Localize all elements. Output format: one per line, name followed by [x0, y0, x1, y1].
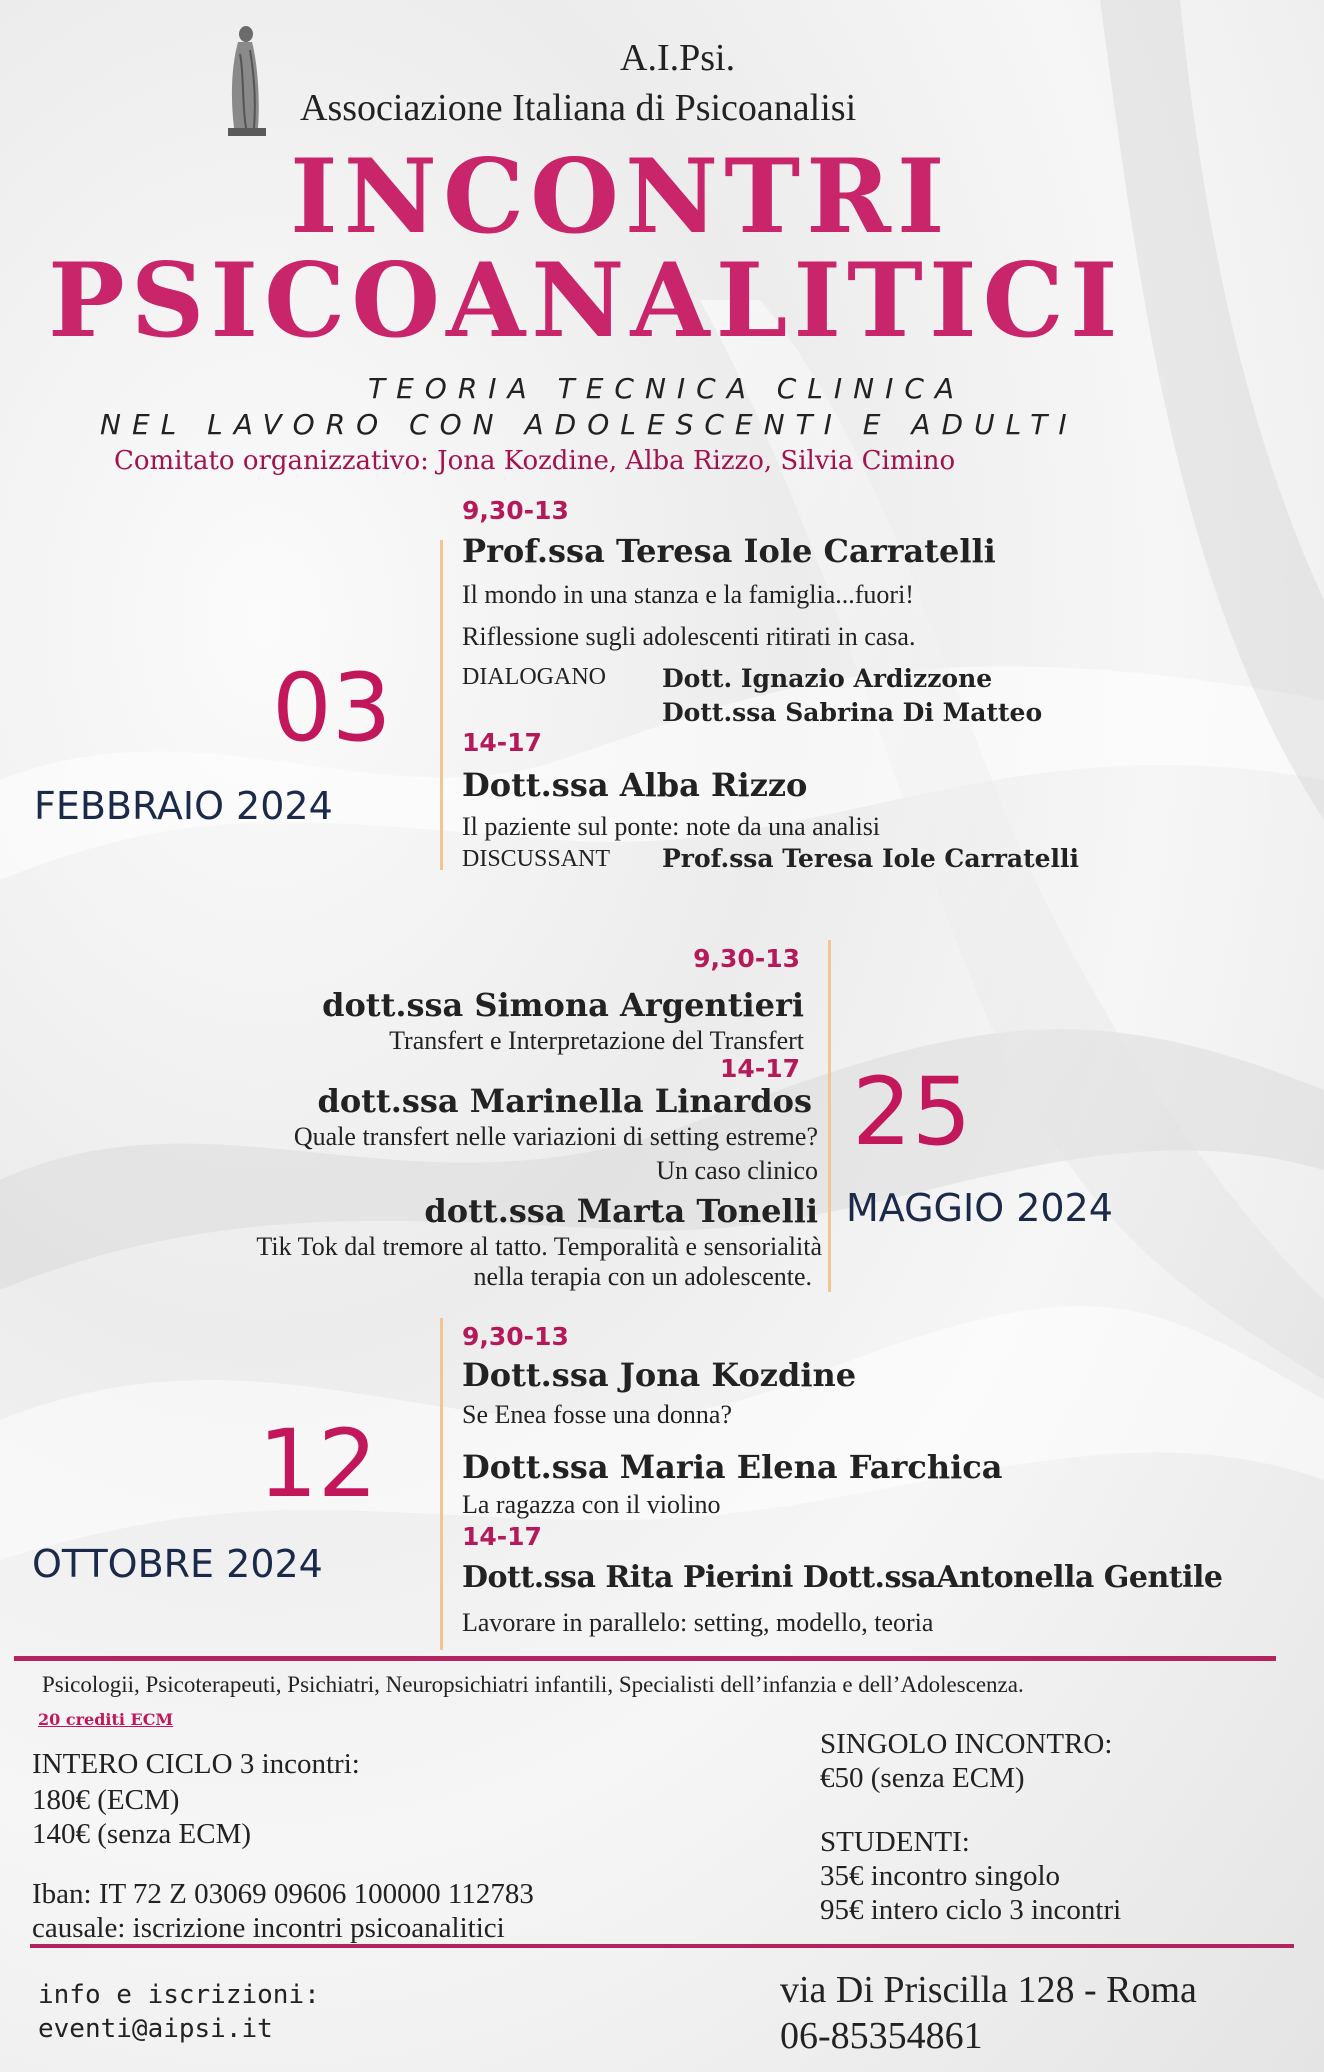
association-abbr: A.I.Psi.: [620, 37, 736, 79]
info-label: info e iscrizioni:: [38, 1980, 320, 2010]
full-cycle-ecm: 180€ (ECM): [32, 1784, 180, 1816]
oct-day: 12: [258, 1410, 378, 1519]
feb-s1-role: DIALOGANO: [462, 664, 606, 690]
oct-s3-time: 14-17: [462, 1522, 542, 1551]
oct-s3-speaker: Dott.ssa Rita Pierini Dott.ssaAntonella Gentile: [462, 1560, 1223, 1595]
feb-s2-time: 14-17: [462, 728, 542, 757]
committee: Comitato organizzativo: Jona Kozdine, Alba Rizzo, Silvia Cimino: [114, 446, 956, 476]
full-cycle-title: INTERO CICLO 3 incontri:: [32, 1748, 360, 1780]
feb-s1-time: 9,30-13: [462, 496, 569, 525]
may-s2-time: 14-17: [720, 1054, 800, 1083]
feb-s2-talk: Il paziente sul ponte: note da una analisi: [462, 812, 881, 841]
feb-s1-talk-line2: Riflessione sugli adolescenti ritirati in casa.: [462, 622, 916, 651]
students-title: STUDENTI:: [820, 1826, 970, 1858]
may-s1-time: 9,30-13: [693, 944, 800, 973]
single-price: €50 (senza ECM): [820, 1762, 1025, 1794]
title-line2: PSICOANALITICI: [48, 241, 1124, 361]
may-s2-talk-line2: Un caso clinico: [656, 1156, 818, 1185]
feb-day: 03: [272, 654, 392, 763]
may-s2-talk-line1: Quale transfert nelle variazioni di setting estreme?: [293, 1122, 818, 1151]
feb-s1-speaker: Prof.ssa Teresa Iole Carratelli: [462, 532, 996, 570]
students-single: 35€ incontro singolo: [820, 1860, 1061, 1892]
subtitle-line1: TEORIA TECNICA CLINICA: [368, 372, 966, 405]
oct-month: OTTOBRE 2024: [32, 1542, 323, 1586]
may-s3-talk-line1: Tik Tok dal tremore al tatto. Temporalità e sensorialità: [256, 1232, 822, 1261]
may-s1-talk: Transfert e Interpretazione del Transfert: [389, 1026, 804, 1055]
oct-s1-speaker: Dott.ssa Jona Kozdine: [462, 1356, 857, 1394]
feb-month: FEBBRAIO 2024: [34, 784, 333, 828]
iban: Iban: IT 72 Z 03069 09606 100000 112783: [32, 1878, 534, 1910]
phone[interactable]: 06-85354861: [780, 2015, 983, 2057]
oct-separator: [440, 1318, 443, 1650]
feb-s2-role: DISCUSSANT: [462, 846, 611, 872]
may-s2-speaker: dott.ssa Marinella Linardos: [317, 1082, 812, 1120]
feb-s2-role-name: Prof.ssa Teresa Iole Carratelli: [662, 844, 1080, 873]
info-email[interactable]: eventi@aipsi.it: [38, 2014, 273, 2044]
address: via Di Priscilla 128 - Roma: [780, 1969, 1197, 2011]
statue-logo-icon: [218, 24, 276, 140]
may-month: MAGGIO 2024: [846, 1186, 1113, 1230]
feb-s2-speaker: Dott.ssa Alba Rizzo: [462, 766, 808, 804]
feb-separator: [440, 540, 443, 870]
ecm-credits[interactable]: 20 crediti ECM: [38, 1710, 174, 1729]
causale: causale: iscrizione incontri psicoanalitici: [32, 1912, 505, 1944]
may-day: 25: [852, 1058, 972, 1167]
may-s3-talk-line2: nella terapia con un adolescente.: [473, 1262, 812, 1291]
feb-s1-talk-line1: Il mondo in una stanza e la famiglia...fuori!: [462, 580, 914, 609]
subtitle-line2: NEL LAVORO CON ADOLESCENTI E ADULTI: [100, 408, 1078, 441]
full-cycle-no-ecm: 140€ (senza ECM): [32, 1818, 252, 1850]
divider-top: [14, 1656, 1276, 1661]
oct-s3-talk: Lavorare in parallelo: setting, modello, teoria: [462, 1608, 934, 1637]
title-line1: INCONTRI: [290, 137, 951, 257]
feb-s1-role-name2: Dott.ssa Sabrina Di Matteo: [662, 698, 1043, 727]
divider-bottom: [30, 1944, 1294, 1948]
may-s1-speaker: dott.ssa Simona Argentieri: [322, 986, 804, 1024]
feb-s1-role-name1: Dott. Ignazio Ardizzone: [662, 664, 993, 693]
oct-s1-talk: Se Enea fosse una donna?: [462, 1400, 733, 1429]
oct-s2-speaker: Dott.ssa Maria Elena Farchica: [462, 1448, 1003, 1486]
may-separator: [828, 940, 831, 1292]
oct-s2-talk: La ragazza con il violino: [462, 1490, 721, 1519]
students-cycle: 95€ intero ciclo 3 incontri: [820, 1894, 1122, 1926]
may-s3-speaker: dott.ssa Marta Tonelli: [424, 1192, 818, 1230]
single-title: SINGOLO INCONTRO:: [820, 1728, 1113, 1760]
oct-s1-time: 9,30-13: [462, 1322, 569, 1351]
audience: Psicologii, Psicoterapeuti, Psichiatri, Neuropsichiatri infantili, Specialisti dell’infanzia e dell’Adolescenza.: [42, 1672, 1024, 1697]
association-name: Associazione Italiana di Psicoanalisi: [300, 87, 857, 129]
